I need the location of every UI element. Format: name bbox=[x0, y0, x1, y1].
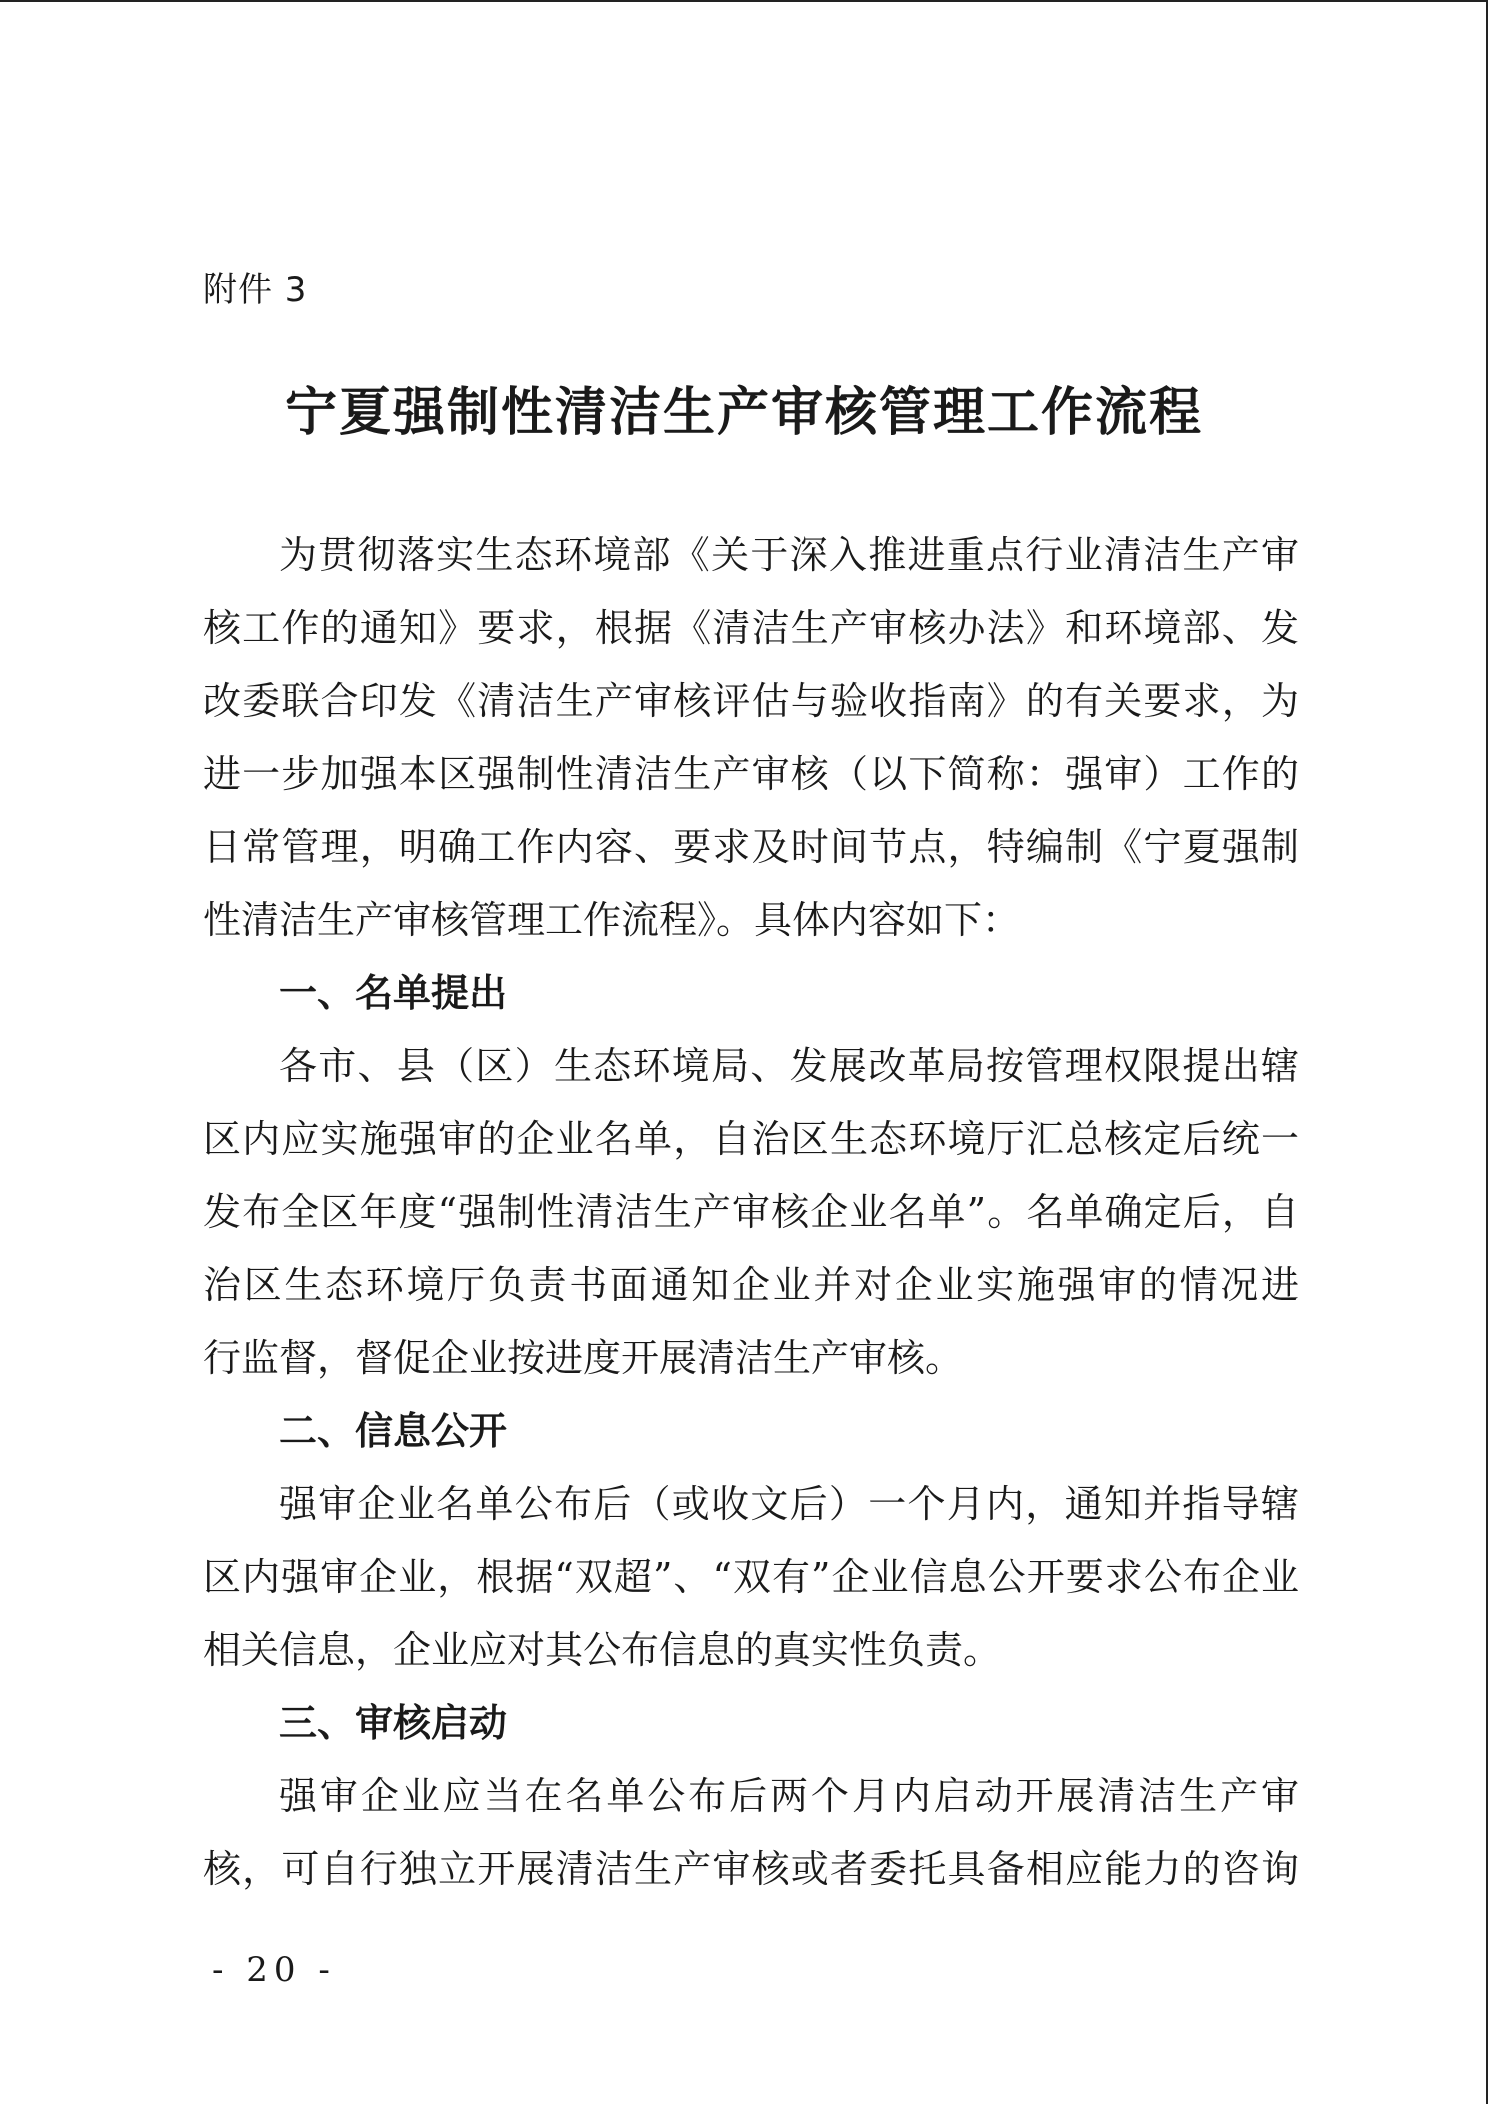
intro-line: 核工作的通知》要求，根据《清洁生产审核办法》和环境部、发 bbox=[203, 606, 1299, 650]
document-title: 宁夏强制性清洁生产审核管理工作流程 bbox=[284, 383, 1203, 443]
section-line: 区内应实施强审的企业名单，自治区生态环境厅汇总核定后统一 bbox=[203, 1117, 1299, 1161]
section-line: 强审企业应当在名单公布后两个月内启动开展清洁生产审 bbox=[279, 1774, 1299, 1818]
intro-line: 日常管理，明确工作内容、要求及时间节点，特编制《宁夏强制 bbox=[203, 825, 1299, 869]
section-line: 强审企业名单公布后（或收文后）一个月内，通知并指导辖 bbox=[279, 1482, 1299, 1526]
intro-line: 为贯彻落实生态环境部《关于深入推进重点行业清洁生产审 bbox=[279, 533, 1299, 577]
section-line: 核，可自行独立开展清洁生产审核或者委托具备相应能力的咨询 bbox=[203, 1847, 1299, 1891]
attachment-label: 附件 3 bbox=[203, 270, 308, 310]
page-number: - 20 - bbox=[212, 1950, 336, 1990]
intro-line: 进一步加强本区强制性清洁生产审核（以下简称：强审）工作的 bbox=[203, 752, 1299, 796]
intro-line: 性清洁生产审核管理工作流程》。具体内容如下： bbox=[203, 898, 1021, 942]
intro-line: 改委联合印发《清洁生产审核评估与验收指南》的有关要求，为 bbox=[203, 679, 1299, 723]
section-line: 治区生态环境厅负责书面通知企业并对企业实施强审的情况进 bbox=[203, 1263, 1299, 1307]
section-heading: 一、名单提出 bbox=[279, 971, 508, 1015]
section-heading: 三、审核启动 bbox=[279, 1701, 508, 1745]
section-line: 各市、县（区）生态环境局、发展改革局按管理权限提出辖 bbox=[279, 1044, 1299, 1088]
section-line: 区内强审企业，根据“双超”、“双有”企业信息公开要求公布企业 bbox=[203, 1555, 1299, 1599]
page-top-border bbox=[0, 0, 1488, 2]
section-line: 相关信息，企业应对其公布信息的真实性负责。 bbox=[203, 1628, 1002, 1672]
section-heading: 二、信息公开 bbox=[279, 1409, 508, 1453]
section-line: 发布全区年度“强制性清洁生产审核企业名单”。名单确定后，自 bbox=[203, 1190, 1299, 1234]
section-line: 行监督，督促企业按进度开展清洁生产审核。 bbox=[203, 1336, 964, 1380]
